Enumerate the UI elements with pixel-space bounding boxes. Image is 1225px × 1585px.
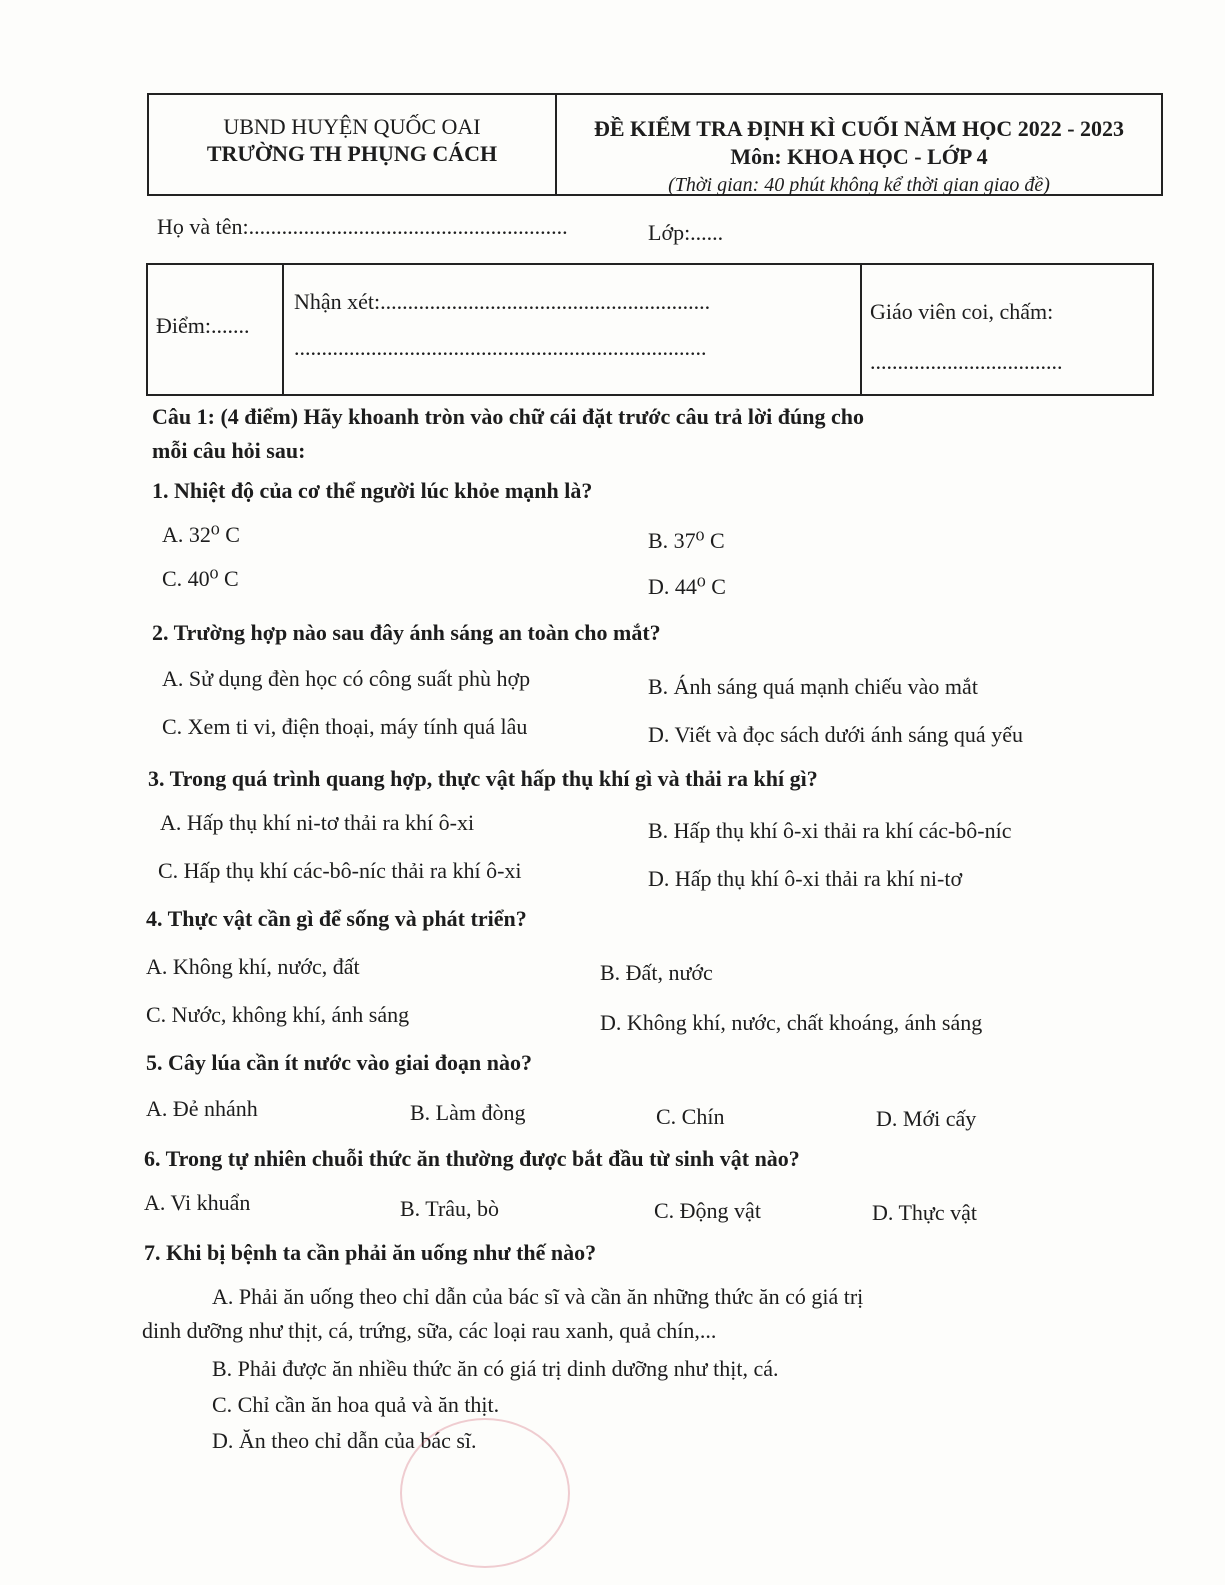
student-class-line: Lớp:......	[648, 220, 724, 245]
option-6d: D. Thực vật	[872, 1200, 977, 1225]
section-title-cont: mỗi câu hỏi sau:	[152, 438, 306, 463]
exam-title: ĐỀ KIỂM TRA ĐỊNH KÌ CUỐI NĂM HỌC 2022 - 2023	[593, 116, 1125, 141]
exam-info-block	[557, 95, 1161, 194]
comment-cell	[284, 265, 862, 394]
option-5d: D. Mới cấy	[876, 1106, 977, 1131]
option-7c: C. Chỉ cần ăn hoa quả và ăn thịt.	[212, 1392, 500, 1417]
option-3d: D. Hấp thụ khí ô-xi thải ra khí ni-tơ	[648, 866, 963, 891]
section-title: Câu 1: (4 điểm) Hãy khoanh tròn vào chữ cái đặt trước câu trả lời đúng cho	[152, 404, 865, 429]
option-1b: B. 37⁰ C	[648, 528, 725, 553]
option-3b: B. Hấp thụ khí ô-xi thải ra khí các-bô-níc	[648, 818, 1012, 843]
option-2a: A. Sử dụng đèn học có công suất phù hợp	[162, 666, 531, 691]
student-name-line: Họ và tên:..........................................................	[157, 214, 568, 239]
option-4a: A. Không khí, nước, đất	[146, 954, 360, 979]
question-5: 5. Cây lúa cần ít nước vào giai đoạn nào?	[146, 1050, 532, 1075]
question-7: 7. Khi bị bệnh ta cần phải ăn uống như thế nào?	[144, 1240, 597, 1265]
question-4: 4. Thực vật cần gì để sống và phát triển?	[146, 906, 527, 931]
option-5c: C. Chín	[656, 1104, 725, 1129]
exam-header	[147, 93, 1163, 196]
school-name: TRƯỜNG TH PHỤNG CÁCH	[206, 141, 498, 166]
option-7b: B. Phải được ăn nhiều thức ăn có giá trị dinh dưỡng như thịt, cá.	[212, 1356, 779, 1381]
question-6: 6. Trong tự nhiên chuỗi thức ăn thường được bắt đầu từ sinh vật nào?	[144, 1146, 800, 1171]
option-5b: B. Làm đòng	[410, 1100, 526, 1125]
option-1c: C. 40⁰ C	[162, 566, 239, 591]
option-2c: C. Xem ti vi, điện thoại, máy tính quá lâu	[162, 714, 528, 739]
option-4c: C. Nước, không khí, ánh sáng	[146, 1002, 410, 1027]
option-3a: A. Hấp thụ khí ni-tơ thải ra khí ô-xi	[160, 810, 475, 835]
option-2b: B. Ánh sáng quá mạnh chiếu vào mắt	[648, 674, 978, 699]
district-name: UBND HUYỆN QUỐC OAI	[223, 114, 481, 139]
question-2: 2. Trường hợp nào sau đây ánh sáng an toàn cho mắt?	[152, 620, 661, 645]
option-7a: A. Phải ăn uống theo chỉ dẫn của bác sĩ và cần ăn những thức ăn có giá trị	[212, 1284, 864, 1309]
option-1d: D. 44⁰ C	[648, 574, 726, 599]
teacher-line: ...................................	[870, 349, 1063, 374]
option-5a: A. Đẻ nhánh	[146, 1096, 258, 1121]
teacher-label: Giáo viên coi, chấm:	[870, 299, 1054, 324]
score-label: Điểm:.......	[148, 265, 284, 394]
option-3c: C. Hấp thụ khí các-bô-níc thải ra khí ô-xi	[158, 858, 522, 883]
comment-line: ...........................................................................	[294, 335, 707, 360]
question-3: 3. Trong quá trình quang hợp, thực vật hấp thụ khí gì và thải ra khí gì?	[148, 766, 818, 791]
option-7a-cont: dinh dưỡng như thịt, cá, trứng, sữa, các loại rau xanh, quả chín,...	[142, 1318, 717, 1343]
option-6c: C. Động vật	[654, 1198, 761, 1223]
option-1a: A. 32⁰ C	[162, 522, 240, 547]
teacher-cell	[862, 265, 1152, 394]
option-6b: B. Trâu, bò	[400, 1196, 500, 1221]
comment-label: Nhận xét:............................................................	[294, 289, 711, 314]
option-7d: D. Ăn theo chỉ dẫn của bác sĩ.	[212, 1428, 477, 1453]
question-1: 1. Nhiệt độ của cơ thể người lúc khỏe mạnh là?	[152, 478, 593, 503]
score-box	[146, 263, 1154, 396]
option-6a: A. Vi khuẩn	[144, 1190, 251, 1215]
option-4d: D. Không khí, nước, chất khoáng, ánh sáng	[600, 1010, 983, 1035]
option-2d: D. Viết và đọc sách dưới ánh sáng quá yếu	[648, 722, 1023, 747]
school-block	[149, 95, 557, 194]
exam-subject: Môn: KHOA HỌC - LỚP 4	[730, 144, 988, 169]
exam-time-note: (Thời gian: 40 phút không kể thời gian giao đề)	[668, 174, 1050, 196]
school-stamp	[400, 1418, 570, 1568]
option-4b: B. Đất, nước	[600, 960, 713, 985]
